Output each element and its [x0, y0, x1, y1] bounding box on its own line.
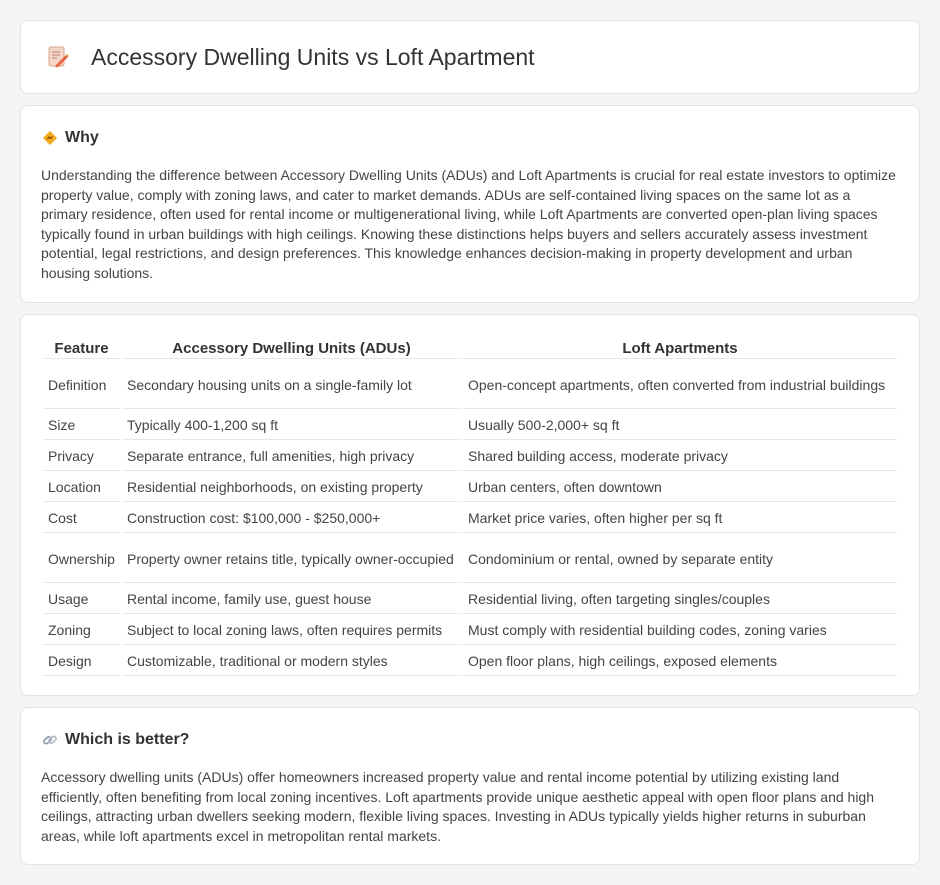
document-pencil-icon — [45, 44, 71, 70]
table-row — [43, 411, 897, 440]
why-title: Why — [65, 129, 99, 146]
table-row — [43, 616, 897, 645]
row-feature: Zoning — [43, 616, 120, 645]
row-loft: Market price varies, often higher per sq ft — [463, 504, 897, 533]
header-card — [20, 20, 920, 94]
better-body: Accessory dwelling units (ADUs) offer homeowners increased property value and rental income potential by utilizing existing land efficiently, often benefiting from local zoning incentives. Loft apartments provide unique aesthetic appeal with open floor plans and high ceilings, attracting urban dwellers seeking modern, flexible living spaces. Investing in ADUs typically yields higher returns in suburban areas, while loft apartments excel in metropolitan rental markets. — [41, 769, 875, 844]
header-loft: Loft Apartments — [463, 336, 897, 359]
row-adu: Residential neighborhoods, on existing property — [122, 473, 461, 502]
comparison-table — [41, 334, 899, 678]
row-feature: Size — [43, 411, 120, 440]
row-feature: Design — [43, 647, 120, 676]
row-loft: Condominium or rental, owned by separate entity — [463, 535, 897, 583]
table-row — [43, 473, 897, 502]
row-feature: Location — [43, 473, 120, 502]
row-adu: Secondary housing units on a single-family lot — [122, 361, 461, 409]
table-row — [43, 647, 897, 676]
row-adu: Separate entrance, full amenities, high privacy — [122, 442, 461, 471]
row-loft: Must comply with residential building codes, zoning varies — [463, 616, 897, 645]
row-feature: Definition — [43, 361, 120, 409]
row-adu: Property owner retains title, typically owner-occupied — [122, 535, 461, 583]
header-adu: Accessory Dwelling Units (ADUs) — [122, 336, 461, 359]
row-feature: Cost — [43, 504, 120, 533]
row-adu: Customizable, traditional or modern styles — [122, 647, 461, 676]
row-loft: Open floor plans, high ceilings, exposed elements — [463, 647, 897, 676]
better-title: Which is better? — [65, 731, 190, 748]
row-feature: Privacy — [43, 442, 120, 471]
table-row — [43, 361, 897, 409]
table-row — [43, 585, 897, 614]
why-section — [20, 105, 920, 303]
why-body: Understanding the difference between Accessory Dwelling Units (ADUs) and Loft Apartments is crucial for real estate investors to optimize property value, comply with zoning laws, and cater to market demands. ADUs are self-contained living spaces on the same lot as a primary residence, often used for rental income or multigenerational living, while Loft Apartments are converted open-plan living spaces typically found in urban buildings with high ceilings. Knowing these distinctions helps buyers and sellers accurately assess investment potential, legal restrictions, and design preferences. This knowledge enhances decision-making in property development and urban housing solutions. — [41, 167, 896, 281]
diamond-signal-icon — [41, 129, 59, 147]
table-row — [43, 504, 897, 533]
row-adu: Typically 400-1,200 sq ft — [122, 411, 461, 440]
comparison-table-card — [20, 314, 920, 696]
row-feature: Usage — [43, 585, 120, 614]
row-adu: Rental income, family use, guest house — [122, 585, 461, 614]
row-loft: Shared building access, moderate privacy — [463, 442, 897, 471]
row-loft: Urban centers, often downtown — [463, 473, 897, 502]
better-section — [20, 707, 920, 865]
table-row — [43, 535, 897, 583]
row-feature: Ownership — [43, 535, 120, 583]
row-loft: Residential living, often targeting singles/couples — [463, 585, 897, 614]
row-loft: Open-concept apartments, often converted from industrial buildings — [463, 361, 897, 409]
row-adu: Subject to local zoning laws, often requires permits — [122, 616, 461, 645]
row-loft: Usually 500-2,000+ sq ft — [463, 411, 897, 440]
header-feature: Feature — [43, 336, 120, 359]
page-title: Accessory Dwelling Units vs Loft Apartment — [91, 43, 535, 70]
table-header-row — [43, 336, 897, 359]
link-icon — [41, 731, 59, 749]
row-adu: Construction cost: $100,000 - $250,000+ — [122, 504, 461, 533]
table-row — [43, 442, 897, 471]
